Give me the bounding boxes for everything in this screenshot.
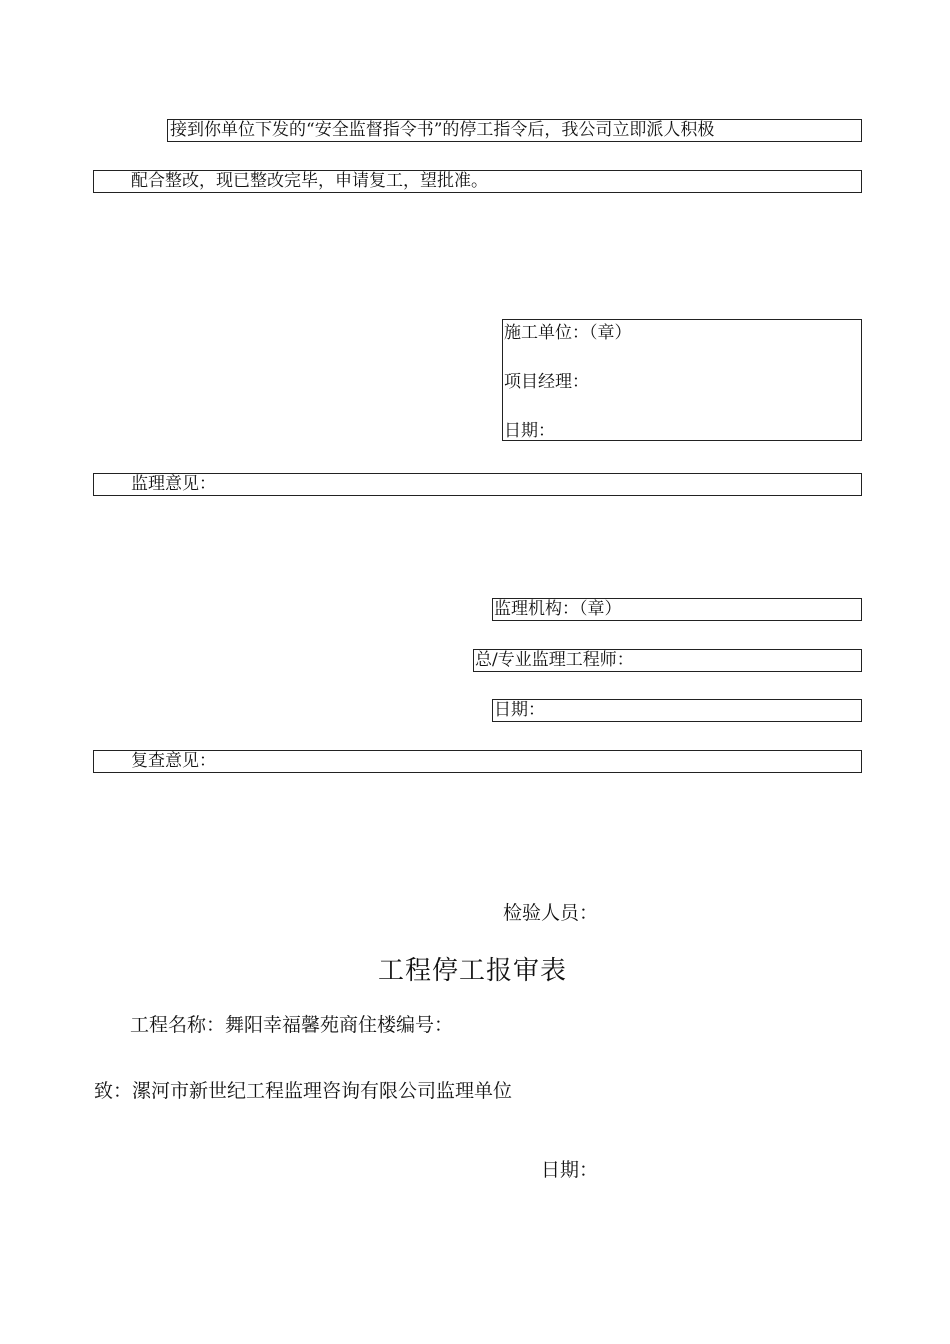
supervision-engineer-row bbox=[473, 649, 862, 672]
addressee-line: 致：漯河市新世纪工程监理咨询有限公司监理单位 bbox=[94, 1080, 513, 1102]
contractor-date-label: 日期： bbox=[504, 421, 555, 441]
supervision-opinion-label: 监理意见： bbox=[131, 474, 216, 494]
review-opinion-label: 复查意见： bbox=[131, 751, 216, 771]
contractor-unit-label: 施工单位：（章） bbox=[504, 323, 632, 343]
inspector-label: 检验人员： bbox=[503, 902, 599, 924]
supervision-engineer-label: 总/专业监理工程师： bbox=[475, 650, 634, 670]
intro-line-2 bbox=[93, 170, 862, 193]
project-manager-label: 项目经理： bbox=[504, 372, 589, 392]
supervision-date-row bbox=[492, 699, 862, 722]
contractor-signature-block bbox=[502, 319, 862, 441]
intro-line-1-text: 接到你单位下发的“安全监督指令书”的停工指令后，我公司立即派人积极 bbox=[170, 120, 715, 140]
intro-line-2-text: 配合整改，现已整改完毕，申请复工，望批准。 bbox=[131, 171, 488, 191]
supervision-date-label: 日期： bbox=[494, 700, 545, 720]
intro-line-1 bbox=[167, 119, 862, 142]
supervision-opinion-row bbox=[93, 473, 862, 496]
supervision-org-row bbox=[492, 598, 862, 621]
review-opinion-row bbox=[93, 750, 862, 773]
supervision-org-label: 监理机构：（章） bbox=[494, 599, 622, 619]
page-title: 工程停工报审表 bbox=[378, 956, 568, 986]
bottom-date-label: 日期： bbox=[541, 1159, 599, 1181]
project-name-line: 工程名称：舞阳幸福馨苑商住楼编号： bbox=[130, 1014, 454, 1036]
